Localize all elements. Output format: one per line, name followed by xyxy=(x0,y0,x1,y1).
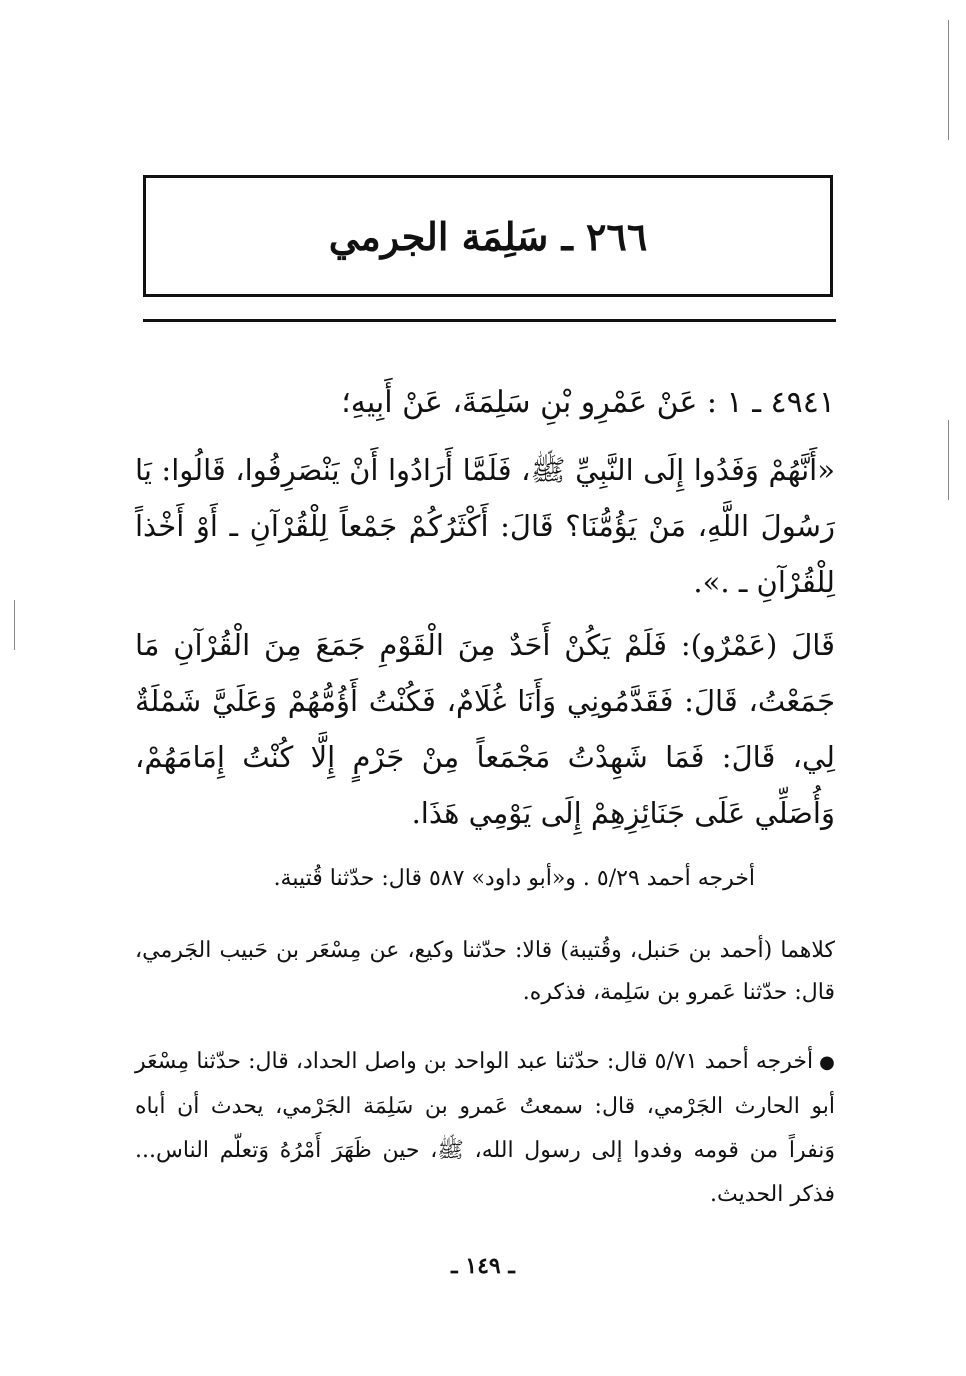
takhrij-paragraph-1: أخرجه أحمد ٥/٢٩ . و«أبو داود» ٥٨٧ قال: حدّثنا قُتيبة. xyxy=(273,866,755,891)
scan-edge-line xyxy=(948,420,949,500)
takhrij-paragraph-2: كلاهما (أحمد بن حَنبل، وقُتيبة) قالا: حدّثنا وكيع، عن مِسْعَر بن حَبيب الجَرمي، قال: حدّثنا عَمرو بن سَلِمة، فذكره. xyxy=(135,938,835,1005)
chapter-title-box xyxy=(143,175,833,297)
bullet-icon: ● xyxy=(819,1052,835,1073)
takhrij-paragraph-3 xyxy=(135,1040,835,1217)
narration-text: قَالَ (عَمْرٌو): فَلَمْ يَكُنْ أَحَدٌ مِنَ الْقَوْمِ جَمَعَ مِنَ الْقُرْآنِ مَا جَمَعْتُ، قَالَ: فَقَدَّمُونِي وَأَنَا غُلَامٌ، فَكُنْتُ أَؤُمُّهُمْ وَعَلَيَّ شَمْلَةٌ لِي، قَالَ: فَمَا شَهِدْتُ مَجْمَعاً مِنْ جَرْمٍ إِلَّا كُنْتُ إِمَامَهُمْ، وَأُصَلِّي عَلَى جَنَائِزِهِمْ إِلَى يَوْمِي هَذَا. xyxy=(135,628,835,830)
scan-edge-line xyxy=(14,600,15,650)
hadith-text: «أَنَّهُمْ وَفَدُوا إِلَى النَّبِيِّ ﷺ، فَلَمَّا أَرَادُوا أَنْ يَنْصَرِفُوا، قَالُوا: يَا رَسُولَ اللَّهِ، مَنْ يَؤُمُّنَا؟ قَالَ: أَكْثَرُكُمْ جَمْعاً لِلْقُرْآنِ ـ أَوْ أَخْذاً لِلْقُرْآنِ ـ .». xyxy=(135,453,835,599)
hadith-number-line: ٤٩٤١ ـ ١ : عَنْ عَمْرِو بْنِ سَلِمَةَ، عَنْ أَبِيهِ؛ xyxy=(341,385,835,420)
page-number: ـ ١٤٩ ـ xyxy=(451,1253,515,1279)
chapter-title: ٢٦٦ ـ سَلِمَة الجرمي xyxy=(328,213,648,259)
takhrij-paragraph-3-text: أخرجه أحمد ٥/٧١ قال: حدّثنا عبد الواحد بن واصل الحداد، قال: حدّثنا مِسْعَر أبو الحارث الجَرْمي، قال: سمعتُ عَمرو بن سَلِمَة الجَرْمي، يحدث أن أباه وَنفراً من قومه وفدوا إلى رسول الله، ﷺ، حين ظَهَرَ أَمْرُهُ وَتعلّم الناس... فذكر الحديث. xyxy=(135,1049,835,1207)
scan-edge-line xyxy=(948,20,949,140)
horizontal-rule xyxy=(143,319,836,322)
